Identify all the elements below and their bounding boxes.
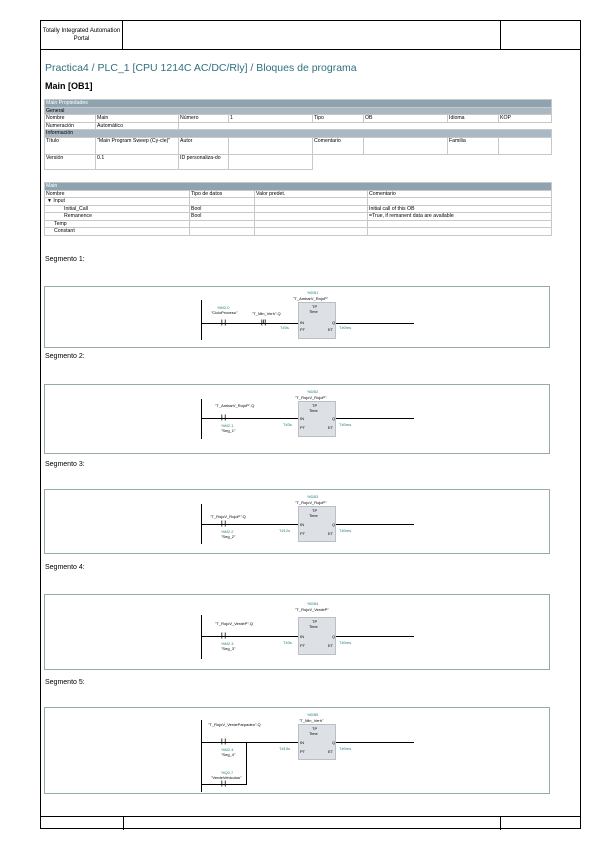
segment-3-label: Segmento 3: [45,461,85,468]
interface-table: Main Nombre Tipo de datos Valor predet. Comentario ▼ Input Initial_Call Bool Initial call of this OB Remanence Bool =True, if remanent data are available Temp Constant [44,182,552,236]
segment-1-label: Segmento 1: [45,256,85,263]
page-header [41,21,580,50]
segment-4-label: Segmento 4: [45,564,85,571]
segment-1: %M2.0 "CicloProceso" | | "T_Min_Verh".Q |/| %DB1 "T_AmbarV_RojoP" TP Time IN Q PT ET T#3s T#0ms [44,286,550,348]
interface-header: Main [45,183,552,191]
properties-table: Main Propiedades General Nombre Main Número 1 Tipo OB Idioma KOP Numeración Automático Información Título "Main Program Sweep (Cy-cle)" Autor Comentario Familia Versión 0.1 ID personaliza-do [44,99,552,170]
page-footer [41,816,580,829]
segment-5: "T_RojoV_VerdeParpadeo".Q | | %M2.4 "Seg_4" %Q0.7 "VerdeVehiculos" | | %DB5 "T_Min_Verh" TP Time IN Q PT ET T#15s T#0ms [44,707,550,794]
segment-3: "T_RojoV_RojoP".Q | | %M2.2 "Seg_2" %DB3 "T_RojoV_RojoP" TP Time IN Q PT ET T#12s T#0ms [44,489,550,554]
segment-4: "T_RojoV_VerdeP".Q | | %M2.3 "Seg_3" %DB4 "T_RojoV_VerdeP" TP Time IN Q PT ET T#3s T#0ms [44,594,550,670]
segment-2-label: Segmento 2: [45,353,85,360]
app-name: Totally Integrated Automation Portal [41,21,123,49]
props-header: Main Propiedades [45,100,552,108]
info-header: Información [45,130,552,138]
page-title: Practica4 / PLC_1 [CPU 1214C AC/DC/Rly] / Bloques de programa [45,62,357,74]
general-header: General [45,107,552,115]
segment-5-label: Segmento 5: [45,679,85,686]
segment-2: "T_AmbarV_RojoP".Q | | %M2.1 "Seg_1" %DB2 "T_RojoV_RojoP" TP Time IN Q PT ET T#3s T#0ms [44,384,550,454]
block-title: Main [OB1] [45,81,93,91]
